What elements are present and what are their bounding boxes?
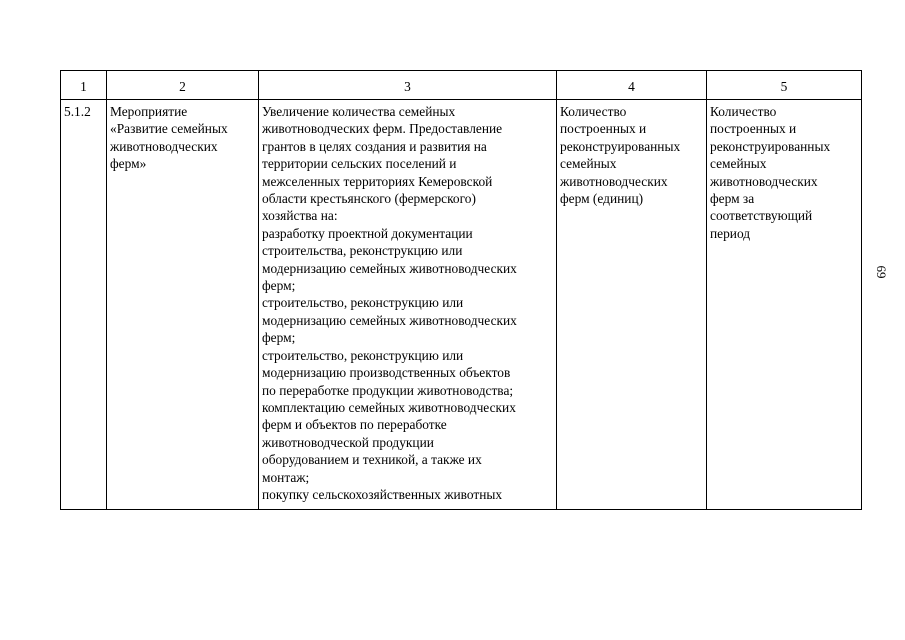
text-line: ферм и объектов по переработке xyxy=(262,417,447,433)
page-number: 69 xyxy=(874,265,889,279)
table-row xyxy=(61,100,862,510)
text-line: монтаж; xyxy=(262,469,310,485)
measures-table xyxy=(60,70,862,510)
text-line: животноводческих ферм. Предоставление xyxy=(262,121,503,137)
text-line: покупку сельскохозяйственных животных xyxy=(262,486,503,502)
text-line: комплектацию семейных животноводческих xyxy=(262,399,516,415)
text-line: модернизацию семейных животноводческих xyxy=(262,312,517,328)
text-line: период xyxy=(710,225,751,241)
text-line: по переработке продукции животноводства; xyxy=(262,382,514,398)
text-line: Количество xyxy=(710,104,777,119)
text-line: животноводческих xyxy=(560,173,668,189)
event-name-cell xyxy=(107,100,259,510)
text-line: соответствующий xyxy=(710,208,813,224)
indicator-cell xyxy=(557,100,707,510)
calculation-method-cell xyxy=(707,100,862,510)
text-line: территории сельских поселений и xyxy=(262,156,457,172)
text-line: межселенных территориях Кемеровской xyxy=(262,173,493,189)
text-line: Количество xyxy=(560,104,627,119)
text-line: области крестьянского (фермерского) xyxy=(262,191,476,207)
column-header-5: 5 xyxy=(707,71,862,100)
text-line: семейных xyxy=(710,156,767,172)
row-number: 5.1.2 xyxy=(61,100,107,510)
text-line: ферм за xyxy=(710,191,755,207)
header-row xyxy=(61,71,862,100)
text-line: ферм (единиц) xyxy=(560,191,644,207)
column-header-3: 3 xyxy=(259,71,557,100)
column-header-2: 2 xyxy=(107,71,259,100)
text-line: хозяйства на: xyxy=(262,208,338,224)
event-description-cell xyxy=(259,100,557,510)
text-line: Мероприятие xyxy=(110,104,188,119)
text-line: разработку проектной документации xyxy=(262,225,473,241)
text-line: модернизацию производственных объектов xyxy=(262,365,511,381)
text-line: животноводческой продукции xyxy=(262,434,434,450)
column-header-4: 4 xyxy=(557,71,707,100)
text-line: построенных и xyxy=(560,121,647,137)
text-line: ферм» xyxy=(110,156,147,172)
text-line: грантов в целях создания и развития на xyxy=(262,138,487,154)
text-line: реконструированных xyxy=(560,138,681,154)
text-line: построенных и xyxy=(710,121,797,137)
text-line: семейных xyxy=(560,156,617,172)
text-line: оборудованием и техникой, а также их xyxy=(262,452,482,468)
text-line: строительство, реконструкцию или xyxy=(262,347,464,363)
text-line: животноводческих xyxy=(710,173,818,189)
text-line: строительство, реконструкцию или xyxy=(262,295,464,311)
text-line: Увеличение количества семейных xyxy=(262,104,456,119)
text-line: модернизацию семейных животноводческих xyxy=(262,260,517,276)
text-line: реконструированных xyxy=(710,138,831,154)
text-line: «Развитие семейных xyxy=(110,121,228,137)
text-line: животноводческих xyxy=(110,138,218,154)
text-line: ферм; xyxy=(262,330,296,346)
column-header-1: 1 xyxy=(61,71,107,100)
text-line: ферм; xyxy=(262,278,296,294)
text-line: строительства, реконструкцию или xyxy=(262,243,463,259)
